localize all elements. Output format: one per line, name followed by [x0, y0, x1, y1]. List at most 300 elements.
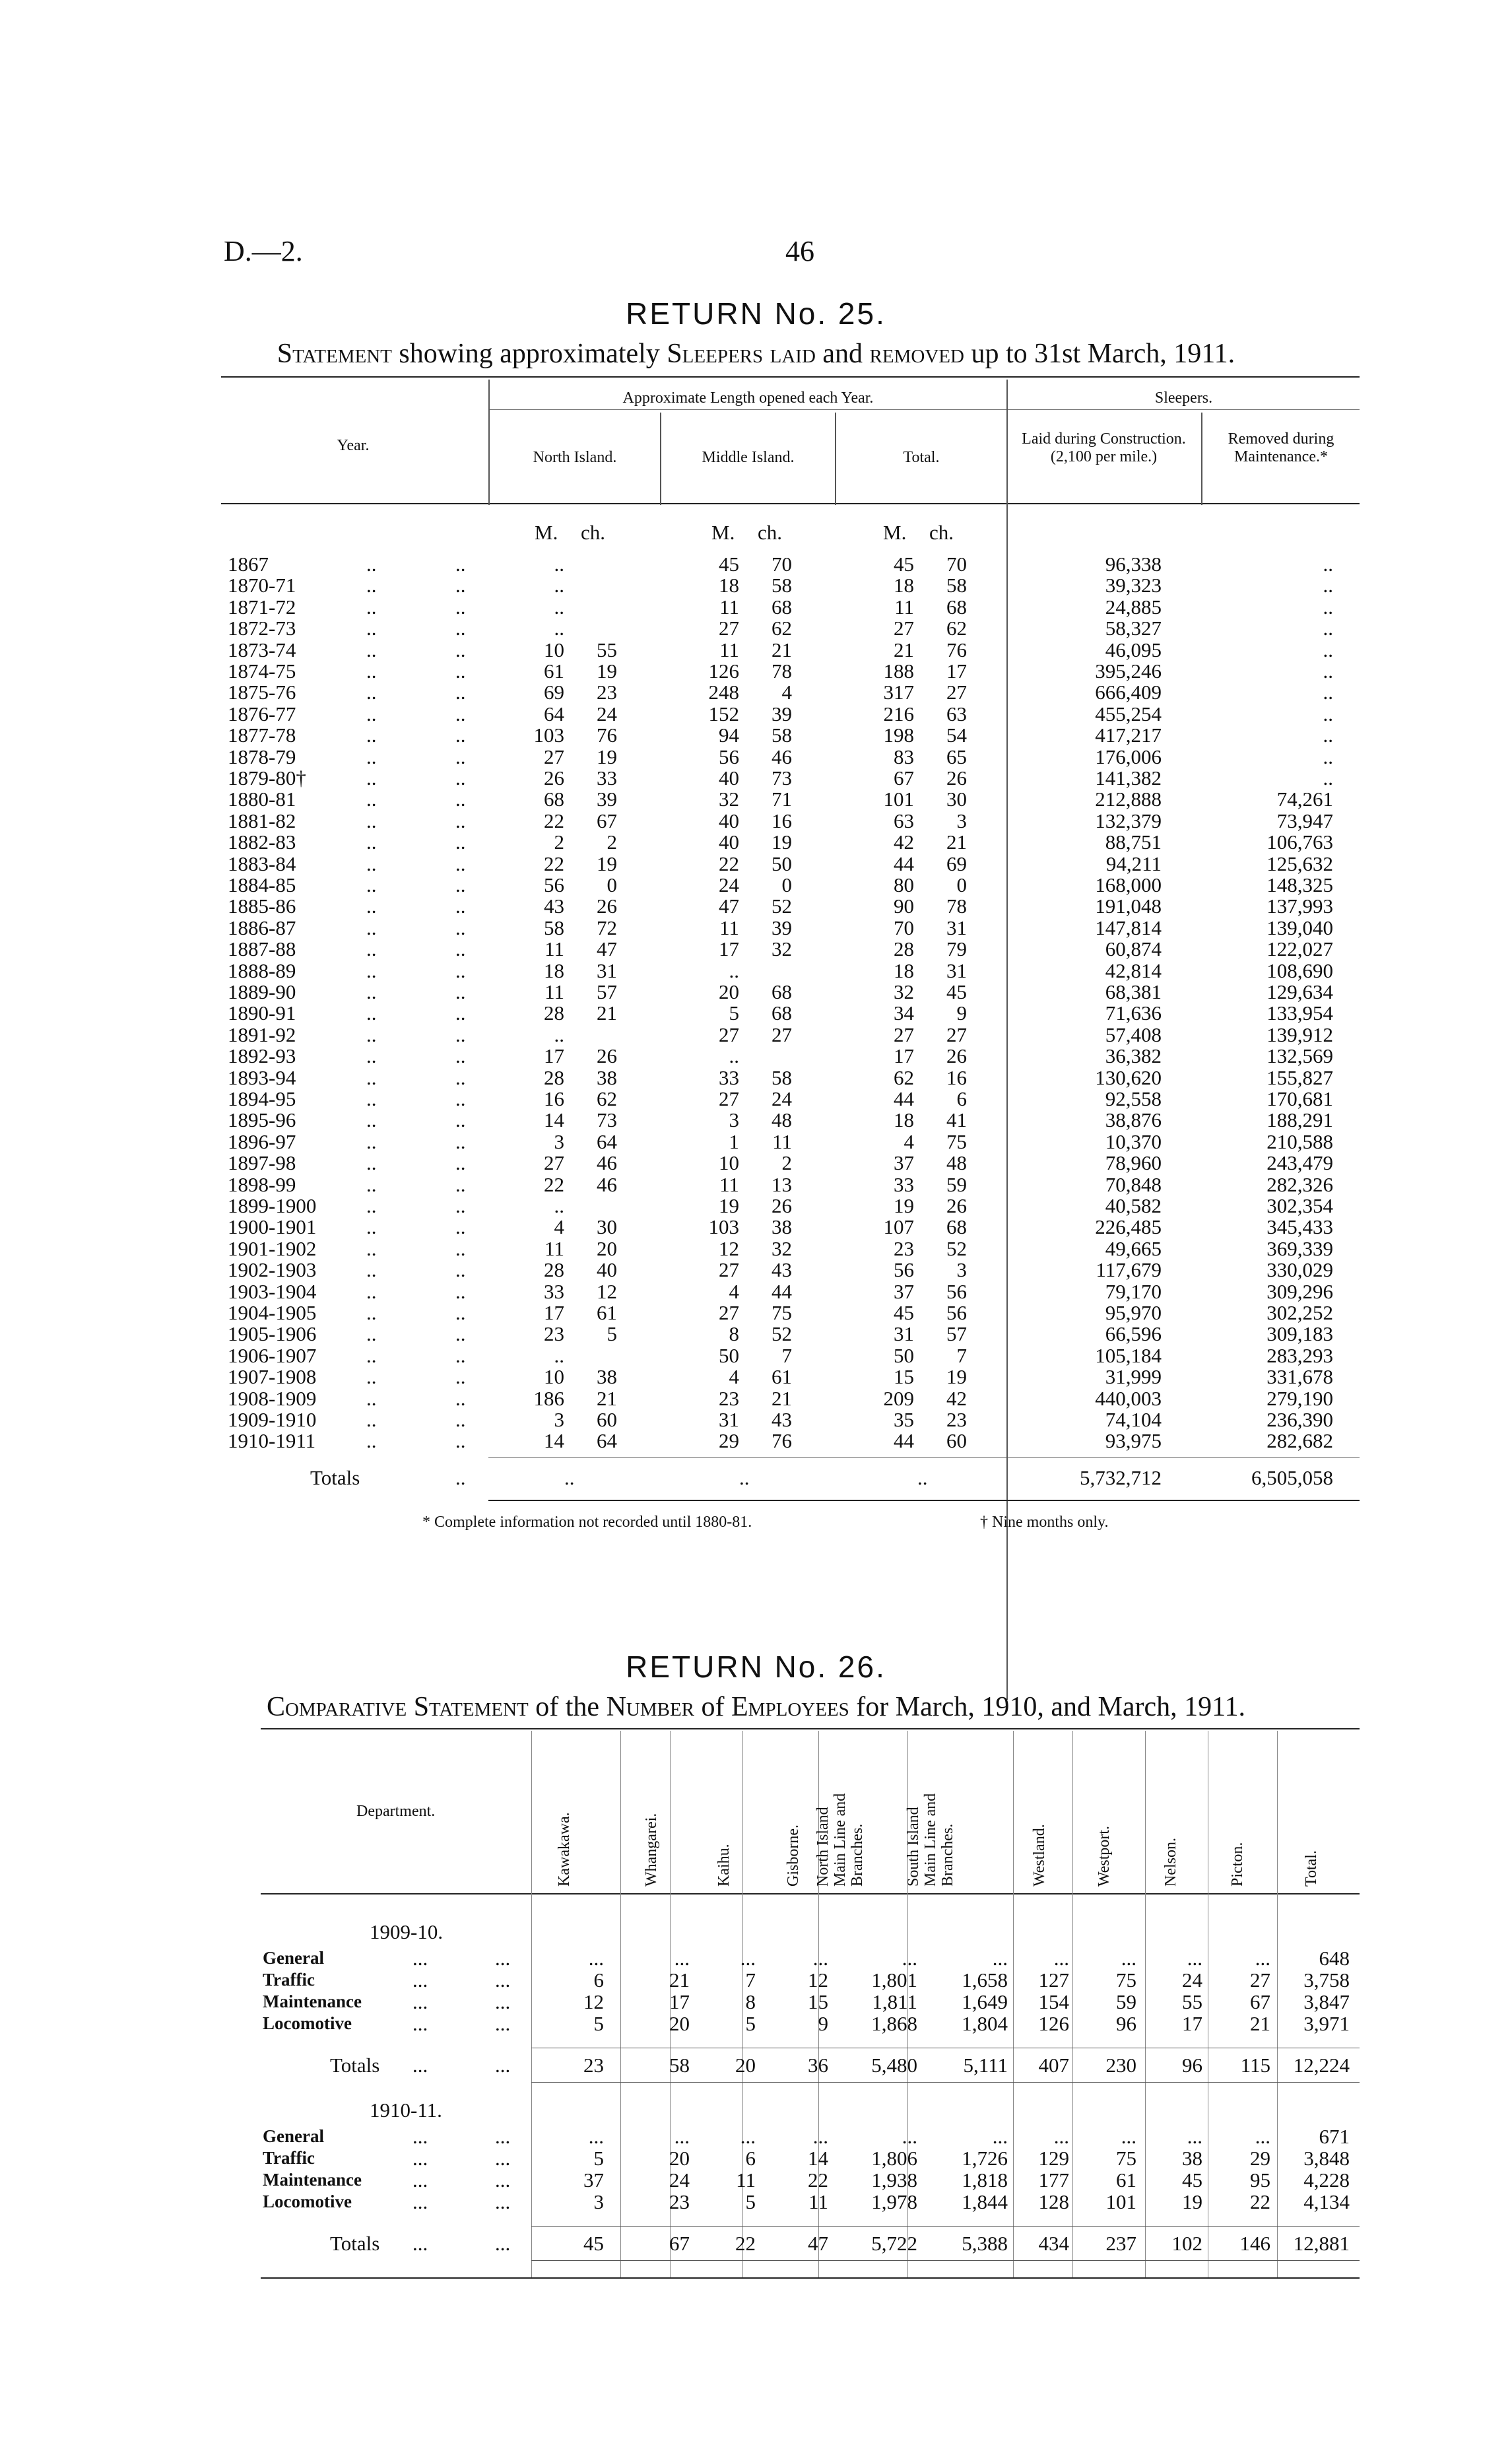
total-miles-cell: 18 — [894, 1108, 914, 1132]
north-miles-cell: 14 — [544, 1429, 564, 1453]
laid-cell: 78,960 — [1105, 1151, 1162, 1175]
leader-dots: ... — [412, 2190, 428, 2213]
employee-count-cell: ... — [902, 1947, 917, 1970]
north-chains-cell: 30 — [597, 1215, 617, 1239]
employee-count-cell: 9 — [818, 2012, 828, 2035]
leader-dots: .. — [366, 766, 377, 789]
leader-dots: .. — [366, 1236, 377, 1260]
totals-value-cell: 230 — [1105, 2054, 1136, 2077]
middle-chains-cell: 50 — [772, 852, 792, 875]
year-cell: 1887-88 — [228, 937, 296, 961]
total-miles-cell: 17 — [894, 1044, 914, 1068]
total-chains-cell: 26 — [946, 1194, 967, 1217]
north-chains-cell: 67 — [597, 809, 617, 832]
middle-chains-cell: 19 — [772, 830, 792, 854]
total-chains-cell: 45 — [946, 980, 967, 1003]
middle-miles-cell: 4 — [729, 1279, 739, 1303]
north-miles-cell: 186 — [533, 1386, 564, 1410]
total-miles-cell: 56 — [894, 1258, 914, 1282]
laid-cell: 105,184 — [1095, 1343, 1162, 1367]
employee-count-cell: 11 — [808, 2190, 828, 2213]
laid-cell: 96,338 — [1105, 553, 1162, 576]
laid-cell: 93,975 — [1105, 1429, 1162, 1453]
total-chains-cell: 17 — [946, 659, 967, 683]
north-miles-cell: .. — [554, 1022, 564, 1046]
total-chains-cell: 9 — [956, 1001, 967, 1025]
middle-miles-cell: 40 — [719, 809, 739, 832]
return-26-title: RETURN No. 26. — [626, 1650, 886, 1684]
leader-dots: .. — [366, 809, 377, 832]
leader-dots: .. — [455, 617, 466, 640]
laid-cell: 10,370 — [1105, 1129, 1162, 1153]
leader-dots: .. — [366, 958, 377, 982]
total-miles-cell: 70 — [894, 916, 914, 939]
total-chains-cell: 26 — [946, 1044, 967, 1068]
middle-chains-cell: 16 — [772, 809, 792, 832]
total-chains-cell: 7 — [956, 1343, 967, 1367]
middle-chains-cell: 2 — [781, 1151, 792, 1175]
north-chains-cell: 19 — [597, 852, 617, 875]
unit-miles: M. — [711, 521, 735, 544]
middle-miles-cell: 23 — [719, 1386, 739, 1410]
statement-number: Number — [606, 1692, 695, 1722]
north-miles-cell: .. — [554, 595, 564, 619]
total-chains-cell: 48 — [946, 1151, 967, 1175]
north-chains-cell: 62 — [597, 1087, 617, 1110]
laid-cell: 147,814 — [1095, 916, 1162, 939]
return-25-statement — [0, 338, 1512, 370]
leader-dots: .. — [366, 1279, 377, 1303]
employee-count-cell: 1,844 — [962, 2190, 1008, 2213]
total-chains-cell: 42 — [946, 1386, 967, 1410]
middle-miles-cell: 11 — [719, 595, 739, 619]
total-miles-cell: 34 — [894, 1001, 914, 1025]
year-cell: 1906-1907 — [228, 1343, 317, 1367]
leader-dots: .. — [455, 595, 466, 619]
employee-count-cell: 95 — [1250, 2168, 1270, 2192]
middle-chains-cell: 78 — [772, 659, 792, 683]
statement-sleepers: Sleepers laid — [667, 339, 816, 369]
col-header-8: Nelson. — [1162, 1838, 1179, 1887]
leader-dots: .. — [455, 1322, 466, 1346]
total-miles-cell: 27 — [894, 1022, 914, 1046]
laid-cell: 226,485 — [1095, 1215, 1162, 1239]
employee-count-cell: 59 — [1116, 1990, 1136, 2013]
total-miles-cell: 198 — [883, 723, 914, 747]
section-year-heading: 1909-10. — [370, 1920, 444, 1943]
removed-cell: .. — [1323, 659, 1333, 683]
laid-cell: 58,327 — [1105, 617, 1162, 640]
col-header-6: Westland. — [1030, 1824, 1048, 1887]
middle-miles-cell: 27 — [719, 1022, 739, 1046]
leader-dots: .. — [455, 1129, 466, 1153]
total-chains-cell: 68 — [946, 1215, 967, 1239]
employee-count-cell: 1,978 — [871, 2190, 917, 2213]
laid-cell: 71,636 — [1105, 1001, 1162, 1025]
leader-dots: .. — [455, 1279, 466, 1303]
totals-value-cell: 47 — [808, 2232, 828, 2255]
leader-dots: .. — [366, 702, 377, 725]
total-miles-cell: 19 — [894, 1194, 914, 1217]
leader-dots: .. — [455, 1065, 466, 1089]
total-chains-cell: 27 — [946, 681, 967, 704]
leader-dots: ... — [412, 2054, 428, 2077]
year-cell: 1878-79 — [228, 745, 296, 768]
removed-cell: .. — [1323, 574, 1333, 597]
leader-dots: .. — [455, 937, 466, 961]
middle-chains-cell: 24 — [772, 1087, 792, 1110]
leader-dots: .. — [455, 723, 466, 747]
department-label: Maintenance — [263, 2170, 362, 2190]
statement-date: for March, 1910, and March, 1911. — [849, 1692, 1246, 1722]
leader-dots: .. — [366, 1215, 377, 1239]
laid-cell: 212,888 — [1095, 788, 1162, 811]
removed-cell: 309,296 — [1266, 1279, 1333, 1303]
north-miles-cell: 56 — [544, 873, 564, 896]
north-chains-cell: 46 — [597, 1172, 617, 1196]
employee-count-cell: ... — [812, 1947, 828, 1970]
laid-cell: 141,382 — [1095, 766, 1162, 789]
removed-cell: 132,569 — [1266, 1044, 1333, 1068]
leader-dots: .. — [366, 617, 377, 640]
north-chains-cell: 21 — [597, 1001, 617, 1025]
year-cell: 1870-71 — [228, 574, 296, 597]
total-miles-cell: 4 — [904, 1129, 914, 1153]
department-label: Traffic — [263, 1970, 315, 1990]
year-cell: 1877-78 — [228, 723, 296, 747]
middle-chains-cell: 4 — [781, 681, 792, 704]
leader-dots: .. — [455, 553, 466, 576]
column-rule — [620, 1731, 621, 2279]
employee-count-cell: ... — [1187, 2125, 1202, 2148]
north-miles-cell: 4 — [554, 1215, 564, 1239]
removed-cell: 330,029 — [1266, 1258, 1333, 1282]
middle-chains-cell: 68 — [772, 1001, 792, 1025]
leader-dots: .. — [455, 681, 466, 704]
north-chains-cell: 31 — [597, 958, 617, 982]
department-label: Maintenance — [263, 1992, 362, 2011]
employee-count-cell: 3,848 — [1303, 2147, 1350, 2170]
north-miles-cell: .. — [554, 1194, 564, 1217]
laid-cell: 395,246 — [1095, 659, 1162, 683]
total-miles-cell: 83 — [894, 745, 914, 768]
year-cell: 1883-84 — [228, 852, 296, 875]
employee-count-cell: 55 — [1182, 1990, 1202, 2013]
total-miles-cell: 11 — [894, 595, 914, 619]
department-label: Locomotive — [263, 2192, 352, 2211]
col-header-5: South Island Main Line and Branches. — [904, 1793, 956, 1887]
middle-miles-cell: 11 — [719, 916, 739, 939]
total-chains-cell: 59 — [946, 1172, 967, 1196]
totals-value-cell: 58 — [669, 2054, 690, 2077]
laid-cell: 92,558 — [1105, 1087, 1162, 1110]
employee-count-cell: 20 — [669, 2147, 690, 2170]
unit-chains: ch. — [758, 521, 783, 544]
year-cell: 1874-75 — [228, 659, 296, 683]
statement-date: up to 31st March, 1911. — [964, 339, 1235, 369]
col-header-middle-island: Middle Island. — [702, 449, 795, 466]
total-chains-cell: 27 — [946, 1022, 967, 1046]
col-header-north-island: North Island. — [533, 449, 617, 466]
totals-value-cell: 237 — [1105, 2232, 1136, 2255]
removed-cell: 139,912 — [1266, 1022, 1333, 1046]
employee-count-cell: ... — [992, 1947, 1008, 1970]
middle-chains-cell: 7 — [781, 1343, 792, 1367]
middle-miles-cell: 50 — [719, 1343, 739, 1367]
employee-count-cell: ... — [902, 2125, 917, 2148]
col-header-7: Westport. — [1096, 1825, 1113, 1887]
total-chains-cell: 30 — [946, 788, 967, 811]
laid-cell: 49,665 — [1105, 1236, 1162, 1260]
total-miles-cell: 45 — [894, 1301, 914, 1324]
removed-cell: .. — [1323, 638, 1333, 661]
employee-count-cell: ... — [588, 1947, 604, 1970]
north-chains-cell: 40 — [597, 1258, 617, 1282]
year-cell: 1880-81 — [228, 788, 296, 811]
col-header-2: Kaihu. — [715, 1844, 733, 1887]
north-chains-cell: 26 — [597, 894, 617, 918]
total-miles-cell: 33 — [894, 1172, 914, 1196]
col-group-sleepers: Sleepers. — [1154, 389, 1213, 407]
leader-dots: .. — [366, 894, 377, 918]
department-label: General — [263, 1948, 324, 1968]
year-cell: 1890-91 — [228, 1001, 296, 1025]
statement-of: of — [694, 1692, 732, 1722]
north-chains-cell: 0 — [607, 873, 617, 896]
employee-count-cell: ... — [992, 2125, 1008, 2148]
page-number: 46 — [785, 235, 814, 267]
removed-cell: .. — [1323, 766, 1333, 789]
employee-count-cell: ... — [674, 1947, 690, 1970]
total-chains-cell: 21 — [946, 830, 967, 854]
total-chains-cell: 41 — [946, 1108, 967, 1132]
year-cell: 1884-85 — [228, 873, 296, 896]
removed-cell: 74,261 — [1276, 788, 1333, 811]
laid-cell: 130,620 — [1095, 1065, 1162, 1089]
leader-dots: .. — [366, 1108, 377, 1132]
totals-dots: .. — [917, 1466, 928, 1489]
employee-count-cell: 37 — [583, 2168, 604, 2192]
leader-dots: .. — [455, 852, 466, 875]
north-miles-cell: 18 — [544, 958, 564, 982]
employee-count-cell: 24 — [669, 2168, 690, 2192]
leader-dots: .. — [455, 1022, 466, 1046]
year-cell: 1886-87 — [228, 916, 296, 939]
removed-cell: 279,190 — [1266, 1386, 1333, 1410]
totals-label: Totals — [310, 1466, 360, 1489]
middle-miles-cell: 1 — [729, 1129, 739, 1153]
total-chains-cell: 16 — [946, 1065, 967, 1089]
statement-comparative: Comparative Statement — [266, 1692, 529, 1722]
removed-cell: .. — [1323, 617, 1333, 640]
middle-chains-cell: 76 — [772, 1429, 792, 1453]
removed-cell: 309,183 — [1266, 1322, 1333, 1346]
total-miles-cell: 37 — [894, 1151, 914, 1175]
year-cell: 1893-94 — [228, 1065, 296, 1089]
total-miles-cell: 28 — [894, 937, 914, 961]
employee-count-cell: 67 — [1250, 1990, 1270, 2013]
year-cell: 1909-1910 — [228, 1408, 317, 1431]
total-miles-cell: 44 — [894, 1429, 914, 1453]
column-rule — [1013, 1731, 1014, 2279]
middle-miles-cell: 11 — [719, 638, 739, 661]
north-miles-cell: 68 — [544, 788, 564, 811]
employee-count-cell: ... — [1187, 1947, 1202, 1970]
employee-count-cell: 19 — [1182, 2190, 1202, 2213]
middle-miles-cell: 31 — [719, 1408, 739, 1431]
leader-dots: .. — [455, 766, 466, 789]
removed-cell: 108,690 — [1266, 958, 1333, 982]
north-chains-cell: 64 — [597, 1129, 617, 1153]
employee-count-cell: 101 — [1105, 2190, 1136, 2213]
leader-dots: .. — [366, 916, 377, 939]
leader-dots: .. — [455, 873, 466, 896]
removed-cell: 369,339 — [1266, 1236, 1333, 1260]
totals-value-cell: 5,111 — [963, 2054, 1008, 2077]
leader-dots: .. — [366, 681, 377, 704]
year-cell: 1872-73 — [228, 617, 296, 640]
middle-chains-cell: 0 — [781, 873, 792, 896]
north-miles-cell: 17 — [544, 1044, 564, 1068]
employee-count-cell: 648 — [1319, 1947, 1350, 1970]
employee-count-cell: 17 — [1182, 2012, 1202, 2035]
totals-value-cell: 407 — [1038, 2054, 1069, 2077]
department-label: Traffic — [263, 2148, 315, 2168]
north-chains-cell: 24 — [597, 702, 617, 725]
middle-chains-cell: 39 — [772, 916, 792, 939]
north-chains-cell: 55 — [597, 638, 617, 661]
middle-miles-cell: 126 — [708, 659, 739, 683]
col-group-length: Approximate Length opened each Year. — [622, 389, 874, 407]
totals-value-cell: 96 — [1182, 2054, 1202, 2077]
employee-count-cell: 1,649 — [962, 1990, 1008, 2013]
leader-dots: .. — [455, 1194, 466, 1217]
totals-dots: .. — [739, 1466, 750, 1489]
leader-dots: .. — [455, 809, 466, 832]
north-miles-cell: 28 — [544, 1065, 564, 1089]
leader-dots: .. — [366, 852, 377, 875]
leader-dots: ... — [495, 2012, 511, 2035]
middle-miles-cell: .. — [729, 1044, 739, 1068]
employee-count-cell: ... — [588, 2125, 604, 2148]
leader-dots: .. — [455, 894, 466, 918]
leader-dots: .. — [455, 574, 466, 597]
totals-value-cell: 45 — [583, 2232, 604, 2255]
employee-count-cell: ... — [740, 1947, 756, 1970]
employee-count-cell: 61 — [1116, 2168, 1136, 2192]
leader-dots: .. — [366, 788, 377, 811]
totals-removed: 6,505,058 — [1251, 1466, 1333, 1489]
totals-rule — [531, 2260, 1360, 2261]
leader-dots: .. — [366, 1129, 377, 1153]
year-cell: 1901-1902 — [228, 1236, 317, 1260]
year-cell: 1896-97 — [228, 1129, 296, 1153]
laid-cell: 440,003 — [1095, 1386, 1162, 1410]
total-chains-cell: 56 — [946, 1279, 967, 1303]
totals-value-cell: 12,881 — [1293, 2232, 1350, 2255]
year-cell: 1908-1909 — [228, 1386, 317, 1410]
leader-dots: .. — [455, 1087, 466, 1110]
middle-miles-cell: 27 — [719, 1258, 739, 1282]
totals-label: Totals — [330, 2054, 380, 2077]
total-chains-cell: 31 — [946, 916, 967, 939]
leader-dots: ... — [412, 1990, 428, 2013]
laid-cell: 94,211 — [1105, 852, 1162, 875]
unit-miles: M. — [883, 521, 907, 544]
leader-dots: ... — [495, 2168, 511, 2192]
removed-cell: 129,634 — [1266, 980, 1333, 1003]
laid-cell: 70,848 — [1105, 1172, 1162, 1196]
middle-miles-cell: 19 — [719, 1194, 739, 1217]
north-chains-cell: 64 — [597, 1429, 617, 1453]
middle-chains-cell: 48 — [772, 1108, 792, 1132]
employee-count-cell: 5 — [745, 2012, 756, 2035]
middle-miles-cell: 103 — [708, 1215, 739, 1239]
unit-chains: ch. — [929, 521, 954, 544]
total-miles-cell: 90 — [894, 894, 914, 918]
employee-count-cell: 23 — [669, 2190, 690, 2213]
employee-count-cell: 1,801 — [871, 1968, 917, 1992]
year-cell: 1882-83 — [228, 830, 296, 854]
laid-cell: 42,814 — [1105, 958, 1162, 982]
department-label: Locomotive — [263, 2013, 352, 2033]
middle-miles-cell: 11 — [719, 1172, 739, 1196]
col-header-removed: Removed during Maintenance.* — [1228, 430, 1334, 465]
total-miles-cell: 35 — [894, 1408, 914, 1431]
leader-dots: .. — [455, 1236, 466, 1260]
leader-dots: .. — [455, 1301, 466, 1324]
total-miles-cell: 44 — [894, 1087, 914, 1110]
total-miles-cell: 31 — [894, 1322, 914, 1346]
middle-chains-cell: 61 — [772, 1365, 792, 1389]
employee-count-cell: 38 — [1182, 2147, 1202, 2170]
leader-dots: .. — [366, 1172, 377, 1196]
total-chains-cell: 26 — [946, 766, 967, 789]
removed-cell: 122,027 — [1266, 937, 1333, 961]
total-chains-cell: 79 — [946, 937, 967, 961]
removed-cell: 210,588 — [1266, 1129, 1333, 1153]
leader-dots: .. — [366, 1151, 377, 1175]
year-cell: 1904-1905 — [228, 1301, 317, 1324]
column-rule — [1277, 1731, 1278, 2279]
year-cell: 1900-1901 — [228, 1215, 317, 1239]
year-cell: 1892-93 — [228, 1044, 296, 1068]
north-chains-cell: 38 — [597, 1065, 617, 1089]
year-cell: 1871-72 — [228, 595, 296, 619]
year-cell: 1899-1900 — [228, 1194, 317, 1217]
middle-chains-cell: 58 — [772, 574, 792, 597]
col-header-laid: Laid during Construction. (2,100 per mile.) — [1022, 430, 1186, 465]
footnote-nine-months: † Nine months only. — [980, 1514, 1109, 1531]
north-miles-cell: 14 — [544, 1108, 564, 1132]
employee-count-cell: 20 — [669, 2012, 690, 2035]
statement-text: of the — [528, 1692, 607, 1722]
north-chains-cell: 73 — [597, 1108, 617, 1132]
employee-count-cell: 1,726 — [962, 2147, 1008, 2170]
statement-word: Statement — [277, 339, 392, 369]
totals-value-cell: 22 — [735, 2232, 756, 2255]
north-chains-cell: 5 — [607, 1322, 617, 1346]
laid-cell: 117,679 — [1096, 1258, 1162, 1282]
year-cell: 1910-1911 — [228, 1429, 316, 1453]
removed-cell: 148,325 — [1266, 873, 1333, 896]
north-miles-cell: 26 — [544, 766, 564, 789]
total-chains-cell: 68 — [946, 595, 967, 619]
employee-count-cell: 5 — [593, 2147, 604, 2170]
leader-dots: .. — [366, 1065, 377, 1089]
north-miles-cell: 11 — [544, 1236, 564, 1260]
laid-cell: 95,970 — [1105, 1301, 1162, 1324]
